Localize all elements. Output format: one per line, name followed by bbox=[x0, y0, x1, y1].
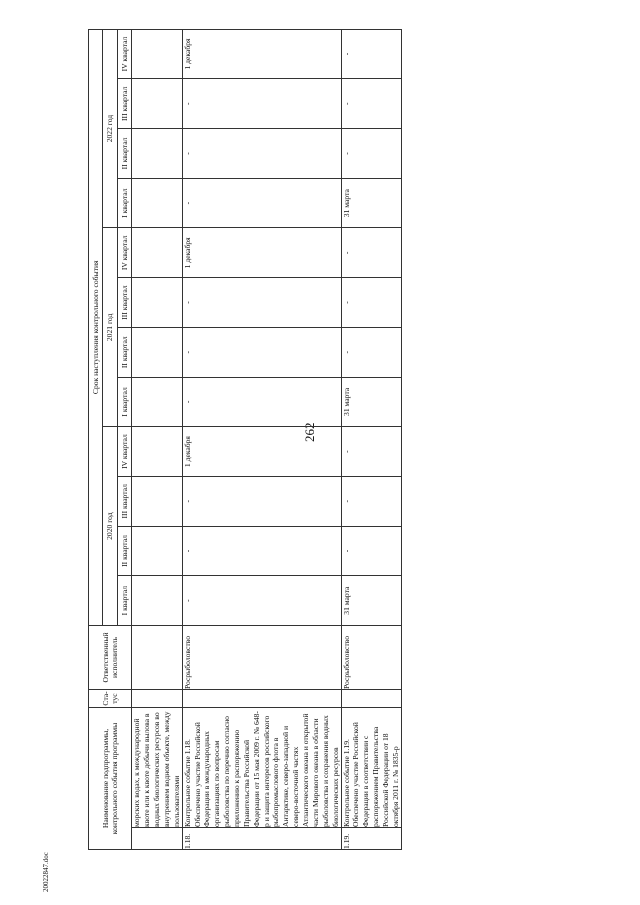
quarter-deadline: - bbox=[182, 576, 341, 626]
quarter-deadline bbox=[132, 129, 182, 179]
status-cell bbox=[182, 690, 341, 708]
quarter-deadline: - bbox=[341, 29, 401, 79]
table-row bbox=[341, 29, 401, 849]
header-year-2020: 2020 год bbox=[103, 427, 117, 626]
quarter-deadline bbox=[132, 29, 182, 79]
header-quarter: III квартал bbox=[117, 278, 131, 328]
page-number: 262 bbox=[302, 422, 317, 442]
header-quarter: IV квартал bbox=[117, 427, 131, 477]
header-quarter: II квартал bbox=[117, 327, 131, 377]
quarter-deadline: - bbox=[182, 526, 341, 576]
quarter-deadline bbox=[132, 178, 182, 228]
header-quarter: II квартал bbox=[117, 129, 131, 179]
quarter-deadline: - bbox=[341, 129, 401, 179]
header-quarter: III квартал bbox=[117, 79, 131, 129]
header-quarter: III квартал bbox=[117, 476, 131, 526]
header-quarter: IV квартал bbox=[117, 29, 131, 79]
table-body bbox=[132, 29, 401, 849]
header-quarter: II квартал bbox=[117, 526, 131, 576]
quarter-deadline: - bbox=[182, 476, 341, 526]
quarter-deadline: - bbox=[182, 278, 341, 328]
quarter-deadline bbox=[132, 526, 182, 576]
rotated-table-container bbox=[88, 30, 603, 850]
quarter-deadline: - bbox=[341, 427, 401, 477]
quarter-deadline: 1 декабря bbox=[182, 427, 341, 477]
event-name: Контрольное событие 1.18. Обеспечено участие Российской Федерации в международных организациях по вопросам рыболовства по перечню согласно приложению к распоряжению Правительства Российской Федерации от 15 мая 2009 г. № 648-р и защита интересов российского рыбопромыслового флота в Антарктике, северо-западной и северо-восточной частях Атлантического океана и открытой части Мирового океана в области рыболовства и сохранения водных биологических ресурсов bbox=[182, 708, 341, 828]
quarter-deadline: - bbox=[341, 228, 401, 278]
quarter-deadline: - bbox=[182, 178, 341, 228]
quarter-deadline bbox=[132, 79, 182, 129]
quarter-deadline: - bbox=[182, 79, 341, 129]
quarter-deadline: - bbox=[341, 526, 401, 576]
header-quarter: I квартал bbox=[117, 377, 131, 427]
quarter-deadline bbox=[132, 476, 182, 526]
quarter-deadline: - bbox=[182, 129, 341, 179]
quarter-deadline: 31 марта bbox=[341, 178, 401, 228]
document-id: 20022847.doc bbox=[42, 852, 50, 892]
header-quarter: I квартал bbox=[117, 178, 131, 228]
quarter-deadline: 1 декабря bbox=[182, 29, 341, 79]
control-events-table bbox=[88, 29, 402, 850]
header-quarter: IV квартал bbox=[117, 228, 131, 278]
quarter-deadline: - bbox=[182, 377, 341, 427]
responsible-executor: Росрыболовство bbox=[182, 626, 341, 690]
quarter-deadline: - bbox=[182, 327, 341, 377]
responsible-executor bbox=[132, 626, 182, 690]
quarter-deadline bbox=[132, 228, 182, 278]
quarter-deadline: 31 марта bbox=[341, 576, 401, 626]
quarter-deadline bbox=[132, 278, 182, 328]
header-quarter: I квартал bbox=[117, 576, 131, 626]
row-number bbox=[132, 828, 182, 850]
quarter-deadline: - bbox=[341, 327, 401, 377]
responsible-executor: Росрыболовство bbox=[341, 626, 401, 690]
header-year-2021: 2021 год bbox=[103, 228, 117, 427]
event-name: морских водах, к международной квоте или к квоте добычи вылова в водных биологических ресурсов во внутреннем водном объекте, между пользователями bbox=[132, 708, 182, 828]
quarter-deadline bbox=[132, 427, 182, 477]
quarter-deadline: - bbox=[341, 278, 401, 328]
table-row bbox=[132, 29, 182, 849]
status-cell bbox=[341, 690, 401, 708]
quarter-deadline: 1 декабря bbox=[182, 228, 341, 278]
quarter-deadline bbox=[132, 327, 182, 377]
quarter-deadline: - bbox=[341, 79, 401, 129]
quarter-deadline: 31 марта bbox=[341, 377, 401, 427]
header-name: Наименование подпрограммы, контрольного события программы bbox=[89, 708, 132, 850]
quarter-deadline bbox=[132, 377, 182, 427]
quarter-deadline bbox=[132, 576, 182, 626]
table-row bbox=[182, 29, 341, 849]
header-status: Ста-тус bbox=[89, 690, 132, 708]
quarter-deadline: - bbox=[341, 476, 401, 526]
event-name: Контрольное событие 1.19. Обеспечено участие Российской Федерации в соответствии с распоряжением Правительства Российской Федерации от 18 октября 2011 г. № 1835-р bbox=[341, 708, 401, 828]
header-timeline: Срок наступления контрольного события bbox=[89, 29, 103, 625]
header-responsible: Ответственный исполнитель bbox=[89, 626, 132, 690]
row-number: 1.19. bbox=[341, 828, 401, 850]
status-cell bbox=[132, 690, 182, 708]
header-year-2022: 2022 год bbox=[103, 29, 117, 228]
row-number: 1.18. bbox=[182, 828, 341, 850]
